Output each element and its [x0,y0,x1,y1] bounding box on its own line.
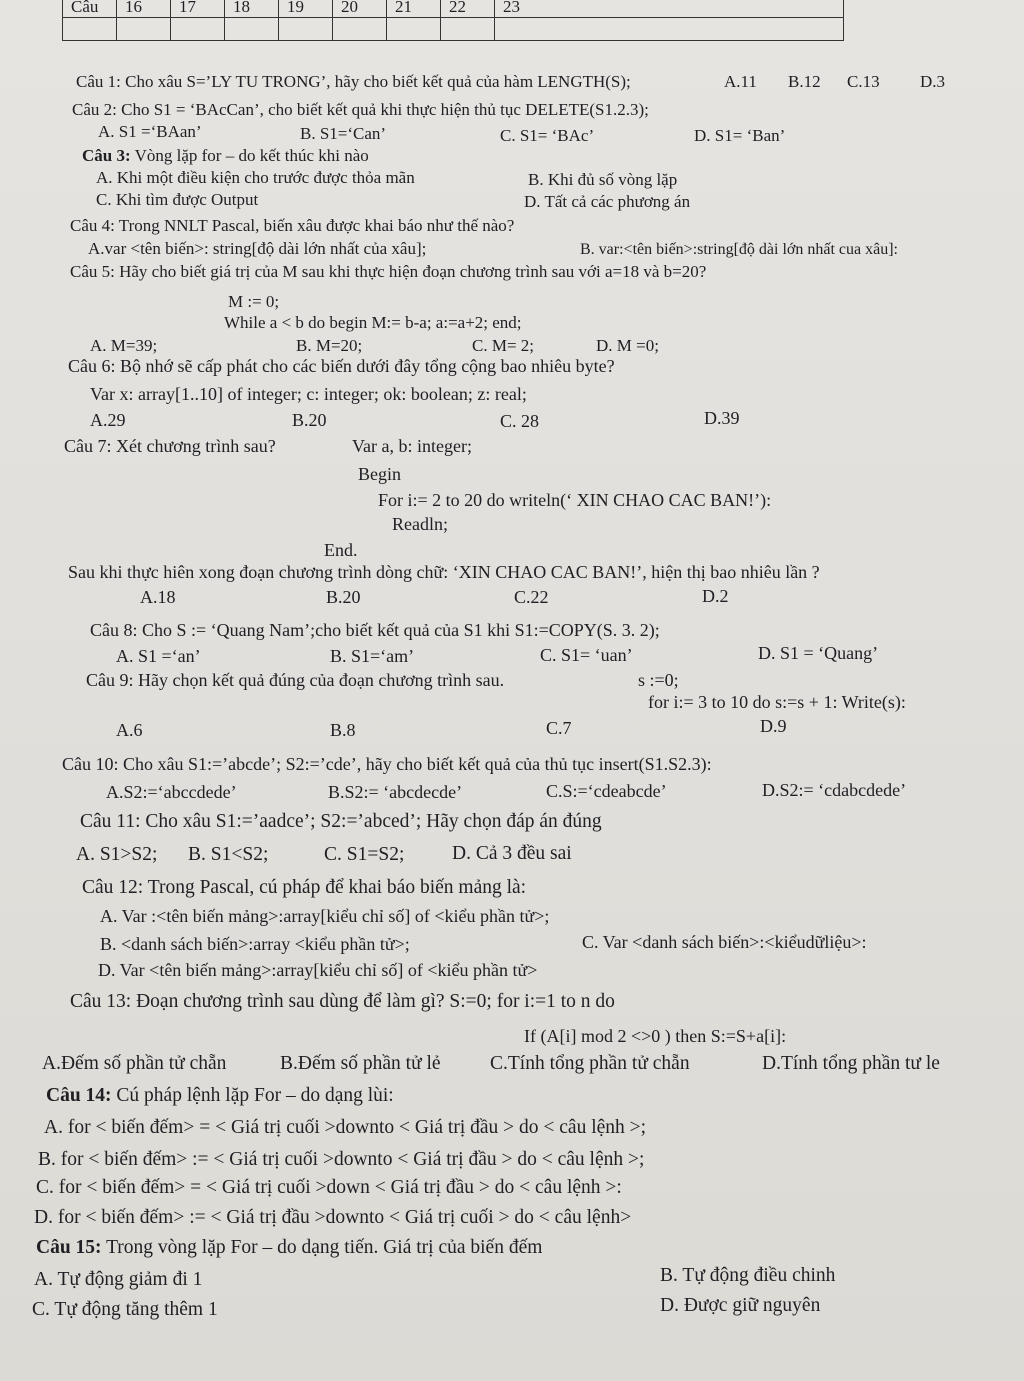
question-8-option-b: B. S1=‘am’ [330,646,415,666]
question-3-stem: Vòng lặp for – do kết thúc khi nào [130,146,369,165]
question-5-option-c: C. M= 2; [472,336,535,355]
question-5-option-a: A. M=39; [90,336,158,355]
answer-table-cell [117,18,171,41]
question-6-option-d: D.39 [704,408,740,428]
answer-table-cell [495,18,844,41]
question-9-option-c: C.7 [546,718,572,738]
question-9-code-line-1: s :=0; [638,670,679,690]
question-15-text [36,1238,542,1258]
question-4-option-b: B. var:<tên biến>:string[độ dài lớn nhất cua xâu]: [580,241,898,258]
question-3-option-c: C. Khi tìm được Output [96,190,259,209]
answer-table-cell: 19 [279,0,333,18]
question-11-option-d: D. Cả 3 đều sai [452,843,572,864]
question-7-option-b: B.20 [326,587,361,607]
question-1-text: Câu 1: Cho xâu S=’LY TU TRONG’, hãy cho biết kết quả của hàm LENGTH(S); [76,72,631,91]
answer-table-header-row [63,0,844,18]
question-13-text: Câu 13: Đoạn chương trình sau dùng để làm gì? S:=0; for i:=1 to n do [70,991,615,1012]
question-14-label: Câu 14: [46,1085,112,1106]
question-10-text: Câu 10: Cho xâu S1:=’abcde’; S2:=’cde’, hãy cho biết kết quả của thủ tục insert(S1.S2.3): [62,754,712,774]
answer-table-cell [387,18,441,41]
question-5-option-d: D. M =0; [596,336,659,355]
question-1-option-d: D.3 [920,72,946,91]
question-5-text: Câu 5: Hãy cho biết giá trị của M sau khi thực hiện đoạn chương trình sau với a=18 và b=20? [70,262,707,281]
answer-table-cell [171,18,225,41]
question-13-option-c: C.Tính tổng phần tử chẵn [490,1053,690,1074]
answer-table-cell [63,18,117,41]
question-13-option-d: D.Tính tổng phần tư le [762,1053,940,1074]
question-15-option-c: C. Tự động tăng thêm 1 [32,1299,218,1320]
question-7-option-c: C.22 [514,587,549,607]
question-13-option-a: A.Đếm số phần tử chẵn [42,1053,227,1074]
question-7-question: Sau khi thực hiên xong đoạn chương trình dòng chữ: ‘XIN CHAO CAC BAN!’, hiện thị bao nhiêu lần ? [68,562,820,582]
question-8-option-a: A. S1 =‘an’ [116,646,201,666]
question-11-text: Câu 11: Cho xâu S1:=’aadce’; S2:=’abced’; Hãy chọn đáp án đúng [80,811,602,832]
question-5-code-line-1: M := 0; [228,292,280,311]
question-14-stem: Cú pháp lệnh lặp For – do dạng lùi: [111,1085,394,1106]
question-9-option-a: A.6 [116,720,143,740]
question-15-option-b: B. Tự động điều chinh [660,1265,836,1286]
question-15-option-d: D. Được giữ nguyên [660,1295,821,1316]
question-2-option-c: C. S1= ‘BAc’ [500,126,595,145]
question-14-option-c: C. for < biến đếm> = < Giá trị cuối >down < Giá trị đầu > do < câu lệnh >: [36,1177,622,1198]
question-12-option-d: D. Var <tên biến mảng>:array[kiểu chỉ số] of <kiểu phần tử> [98,960,538,980]
question-12-option-b: B. <danh sách biến>:array <kiểu phần tử>; [100,934,410,954]
question-15-option-a: A. Tự động giảm đi 1 [34,1269,203,1290]
question-10-option-c: C.S:=‘cdeabcde’ [546,781,667,801]
question-7-option-d: D.2 [702,586,729,606]
answer-table-cell: 22 [441,0,495,18]
answer-table-cell: 18 [225,0,279,18]
question-7-code-line-2: Begin [358,464,401,484]
answer-table-cell [441,18,495,41]
question-6-option-a: A.29 [90,410,126,430]
question-12-option-c: C. Var <danh sách biến>:<kiểudữliệu>: [582,932,867,952]
question-2-option-d: D. S1= ‘Ban’ [694,126,786,145]
question-3-option-a: A. Khi một điều kiện cho trước được thỏa mãn [96,168,415,187]
answer-table-cell: 17 [171,0,225,18]
question-7-code-line-1: Var a, b: integer; [352,436,472,456]
question-9-text: Câu 9: Hãy chọn kết quả đúng của đoạn chương trình sau. [86,670,505,690]
answer-table-cell [279,18,333,41]
question-7-option-a: A.18 [140,587,176,607]
question-13-code: If (A[i] mod 2 <>0 ) then S:=S+a[i]: [524,1026,787,1046]
question-15-label: Câu 15: [36,1237,102,1258]
question-13-option-b: B.Đếm số phần tử lẻ [280,1053,441,1074]
question-6-text: Câu 6: Bộ nhớ sẽ cấp phát cho các biến dưới đây tổng cộng bao nhiêu byte? [68,356,615,376]
answer-table-cell [333,18,387,41]
question-10-option-d: D.S2:= ‘cdabcdede’ [762,780,907,800]
question-1-option-a: A.11 [724,72,757,91]
question-9-option-d: D.9 [760,716,787,736]
question-7-code-line-4: Readln; [392,514,448,534]
question-5-option-b: B. M=20; [296,336,363,355]
question-3-label: Câu 3: [82,146,131,165]
question-1-option-b: B.12 [788,72,821,91]
question-2-option-a: A. S1 =‘BAan’ [98,122,202,141]
question-11-option-a: A. S1>S2; [76,844,158,865]
question-14-option-a: A. for < biến đếm> = < Giá trị cuối >downto < Giá trị đầu > do < câu lệnh >; [44,1117,647,1138]
question-14-text [46,1086,394,1106]
question-14-option-d: D. for < biến đếm> := < Giá trị đầu >downto < Giá trị cuối > do < câu lệnh> [34,1207,632,1228]
answer-table-cell: Câu [63,0,117,18]
question-6-option-b: B.20 [292,410,327,430]
question-12-option-a: A. Var :<tên biến mảng>:array[kiểu chỉ số] of <kiểu phần tử>; [100,906,550,926]
question-3-option-d: D. Tất cả các phương án [524,192,691,211]
question-2-text: Câu 2: Cho S1 = ‘BAcCan’, cho biết kết quả khi thực hiện thủ tục DELETE(S1.2.3); [72,100,649,119]
answer-table [62,0,844,41]
answer-table-answer-row [63,18,844,41]
question-4-text: Câu 4: Trong NNLT Pascal, biến xâu được khai báo như thế nào? [70,216,515,235]
question-3-option-b: B. Khi đủ số vòng lặp [528,170,678,189]
question-7-text: Câu 7: Xét chương trình sau? [64,436,276,456]
answer-table-cell: 23 [495,0,844,18]
question-10-option-b: B.S2:= ‘abcdecde’ [328,782,463,802]
question-8-option-c: C. S1= ‘uan’ [540,645,633,665]
question-14-option-b: B. for < biến đếm> := < Giá trị cuối >downto < Giá trị đầu > do < câu lệnh >; [38,1149,645,1170]
question-9-option-b: B.8 [330,720,356,740]
question-9-code-line-2: for i:= 3 to 10 do s:=s + 1: Write(s): [648,692,906,712]
question-6-code: Var x: array[1..10] of integer; c: integer; ok: boolean; z: real; [90,384,527,404]
question-8-option-d: D. S1 = ‘Quang’ [758,643,879,663]
question-2-option-b: B. S1=‘Can’ [300,124,387,143]
question-7-code-line-5: End. [324,540,358,560]
question-7-code-line-3: For i:= 2 to 20 do writeln(‘ XIN CHAO CAC BAN!’): [378,490,772,510]
question-11-option-b: B. S1<S2; [188,844,269,865]
question-4-option-a: A.var <tên biến>: string[độ dài lớn nhất của xâu]; [88,239,427,258]
answer-table-cell [225,18,279,41]
question-6-option-c: C. 28 [500,411,540,431]
answer-table-cell: 16 [117,0,171,18]
question-3-text [82,146,369,166]
question-10-option-a: A.S2:=‘abccdede’ [106,782,237,802]
question-12-text: Câu 12: Trong Pascal, cú pháp để khai báo biến mảng là: [82,877,527,898]
answer-table-cell: 21 [387,0,441,18]
answer-table-cell: 20 [333,0,387,18]
question-1-option-c: C.13 [847,72,880,91]
question-11-option-c: C. S1=S2; [324,844,405,865]
question-8-text: Câu 8: Cho S := ‘Quang Nam’;cho biết kết quả của S1 khi S1:=COPY(S. 3. 2); [90,620,660,640]
question-5-code-line-2: While a < b do begin M:= b-a; a:=a+2; end; [224,313,522,332]
question-15-stem: Trong vòng lặp For – do dạng tiến. Giá trị của biến đếm [101,1237,543,1258]
